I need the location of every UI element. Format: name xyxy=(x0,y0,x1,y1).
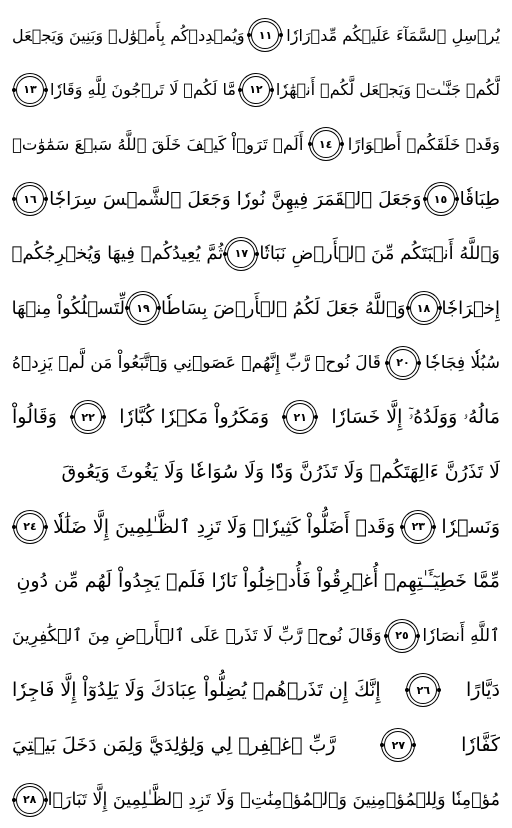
verse-text: رَّبِّ ٱغۡفِرۡ لِي وَلِوَٰلِدَيَّ وَلِمَن دَخَلَ بَيۡتِيَ xyxy=(12,734,336,757)
verse-text: وَنَسۡرٗا xyxy=(441,515,500,538)
verse-text: وَٱللَّهُ جَعَلَ لَكُمُ ٱلۡأَرۡضَ بِسَاطٗا xyxy=(161,297,406,319)
verse-text: وَمَكَرُواْ مَكۡرٗا كُبَّارٗا xyxy=(119,406,269,429)
ayah-number-marker: ٢٢ xyxy=(74,403,102,431)
ayah-number-marker: ١٣ xyxy=(16,76,44,104)
text-line xyxy=(12,63,500,118)
ayah-number-marker: ٢١ xyxy=(286,403,314,431)
verse-text: مَالُهُۥ وَوَلَدُهُۥٓ إِلَّا خَسَارٗا xyxy=(331,406,500,429)
verse-text: دَيَّارًا xyxy=(466,679,500,702)
ayah-number-marker: ٢٧ xyxy=(384,731,412,759)
ayah-number-marker: ١٨ xyxy=(410,294,438,322)
verse-text: مِّمَّا خَطِيٓـَٔـٰتِهِمۡ أُغۡرِقُواْ فَأُدۡخِلُواْ نَارٗا فَلَمۡ يَجِدُواْ لَهُم مِّن دُونِ xyxy=(16,570,500,593)
verse-text: لَّكُمۡ جَنَّـٰتٖ وَيَجۡعَل لَّكُمۡ أَنۡهَٰرٗا xyxy=(275,80,500,100)
ayah-number-marker: ٢٥ xyxy=(388,622,416,650)
ayah-number-marker: ٢٨ xyxy=(16,786,44,814)
text-line xyxy=(12,336,500,391)
verse-text: وَيُمۡدِدۡكُم بِأَمۡوَٰلٖ وَبَنِينَ وَيَجۡعَل xyxy=(12,25,245,45)
text-line xyxy=(12,172,500,227)
text-line xyxy=(12,281,500,336)
ayah-number-marker: ١١ xyxy=(251,21,279,49)
verse-text: قَالَ نُوحٞ رَّبِّ إِنَّهُمۡ عَصَوۡنِي وَٱتَّبَعُواْ مَن لَّمۡ يَزِدۡهُ xyxy=(12,352,381,373)
text-line xyxy=(12,499,500,554)
verse-text: مَّا لَكُمۡ لَا تَرۡجُونَ لِلَّهِ وَقَارٗا xyxy=(50,80,236,100)
verse-text: يُرۡسِلِ ٱلسَّمَآءَ عَلَيۡكُم مِّدۡرَارٗا xyxy=(286,25,500,45)
ayah-number-marker: ١٤ xyxy=(312,130,340,158)
text-line xyxy=(12,554,500,609)
ayah-number-marker: ١٦ xyxy=(16,185,44,213)
text-line xyxy=(12,772,500,827)
ayah-number-marker: ١٢ xyxy=(242,76,270,104)
text-line xyxy=(12,663,500,718)
verse-text: وَقَدۡ أَضَلُّواْ كَثِيرٗاۖ وَلَا تَزِدِ ٱلظَّـٰلِمِينَ إِلَّا ضَلَٰلٗا xyxy=(53,515,396,538)
ayah-number-marker: ٢٦ xyxy=(409,676,437,704)
ayah-number-marker: ١٥ xyxy=(427,185,455,213)
text-line xyxy=(12,445,500,500)
ayah-number-marker: ١٧ xyxy=(227,240,255,268)
verse-text: وَٱللَّهُ أَنۢبَتَكُم مِّنَ ٱلۡأَرۡضِ نَبَاتٗا xyxy=(259,243,500,265)
ayah-number-marker: ٢٠ xyxy=(389,349,417,377)
verse-text: مُؤۡمِنٗا وَلِلۡمُؤۡمِنِينَ وَٱلۡمُؤۡمِنَٰتِۖ وَلَا تَزِدِ ٱلظَّـٰلِمِينَ إِلَّا تَبَارَۢا xyxy=(47,789,500,810)
verse-text: وَقَدۡ خَلَقَكُمۡ أَطۡوَارًا xyxy=(347,134,500,154)
text-line xyxy=(12,226,500,281)
verse-text: سُبُلٗا فِجَاجٗا xyxy=(425,352,500,373)
verse-text: ثُمَّ يُعِيدُكُمۡ فِيهَا وَيُخۡرِجُكُمۡ xyxy=(12,243,224,265)
verse-text: كَفَّارٗا xyxy=(461,734,500,757)
verse-text: إِخۡرَاجٗا xyxy=(441,297,500,319)
verse-text: وَقَالَ نُوحٞ رَّبِّ لَا تَذَرۡ عَلَى ٱلۡأَرۡضِ مِنَ ٱلۡكَٰفِرِينَ xyxy=(12,626,382,647)
verse-text: وَجَعَلَ ٱلۡقَمَرَ فِيهِنَّ نُورٗا وَجَعَلَ ٱلشَّمۡسَ سِرَاجٗا xyxy=(49,188,422,210)
verse-text: إِنَّكَ إِن تَذَرۡهُمۡ يُضِلُّواْ عِبَادَكَ وَلَا يَلِدُوٓاْ إِلَّا فَاجِرٗا xyxy=(12,679,381,702)
verse-text: ٱللَّهِ أَنصَارٗا xyxy=(422,626,500,647)
text-line xyxy=(12,8,500,63)
verse-text: لَا تَذَرُنَّ ءَالِهَتَكُمۡ وَلَا تَذَرُنَّ وَدّٗا وَلَا سُوَاعٗا وَلَا يَغُوثَ وَيَعُوقَ xyxy=(61,461,500,484)
text-line xyxy=(12,609,500,664)
ayah-number-marker: ٢٣ xyxy=(404,513,432,541)
ayah-number-marker: ٢٤ xyxy=(16,513,44,541)
text-line xyxy=(12,718,500,773)
verse-text: أَلَمۡ تَرَوۡاْ كَيۡفَ خَلَقَ ٱللَّهُ سَبۡعَ سَمَٰوَٰتٖ xyxy=(12,134,304,154)
verse-text: لِّتَسۡلُكُواْ مِنۡهَا xyxy=(12,297,125,319)
text-line xyxy=(12,117,500,172)
verse-text: وَقَالُواْ xyxy=(12,406,57,429)
ayah-number-marker: ١٩ xyxy=(129,294,157,322)
verse-text: طِبَاقٗا xyxy=(459,188,500,210)
text-line xyxy=(12,390,500,445)
